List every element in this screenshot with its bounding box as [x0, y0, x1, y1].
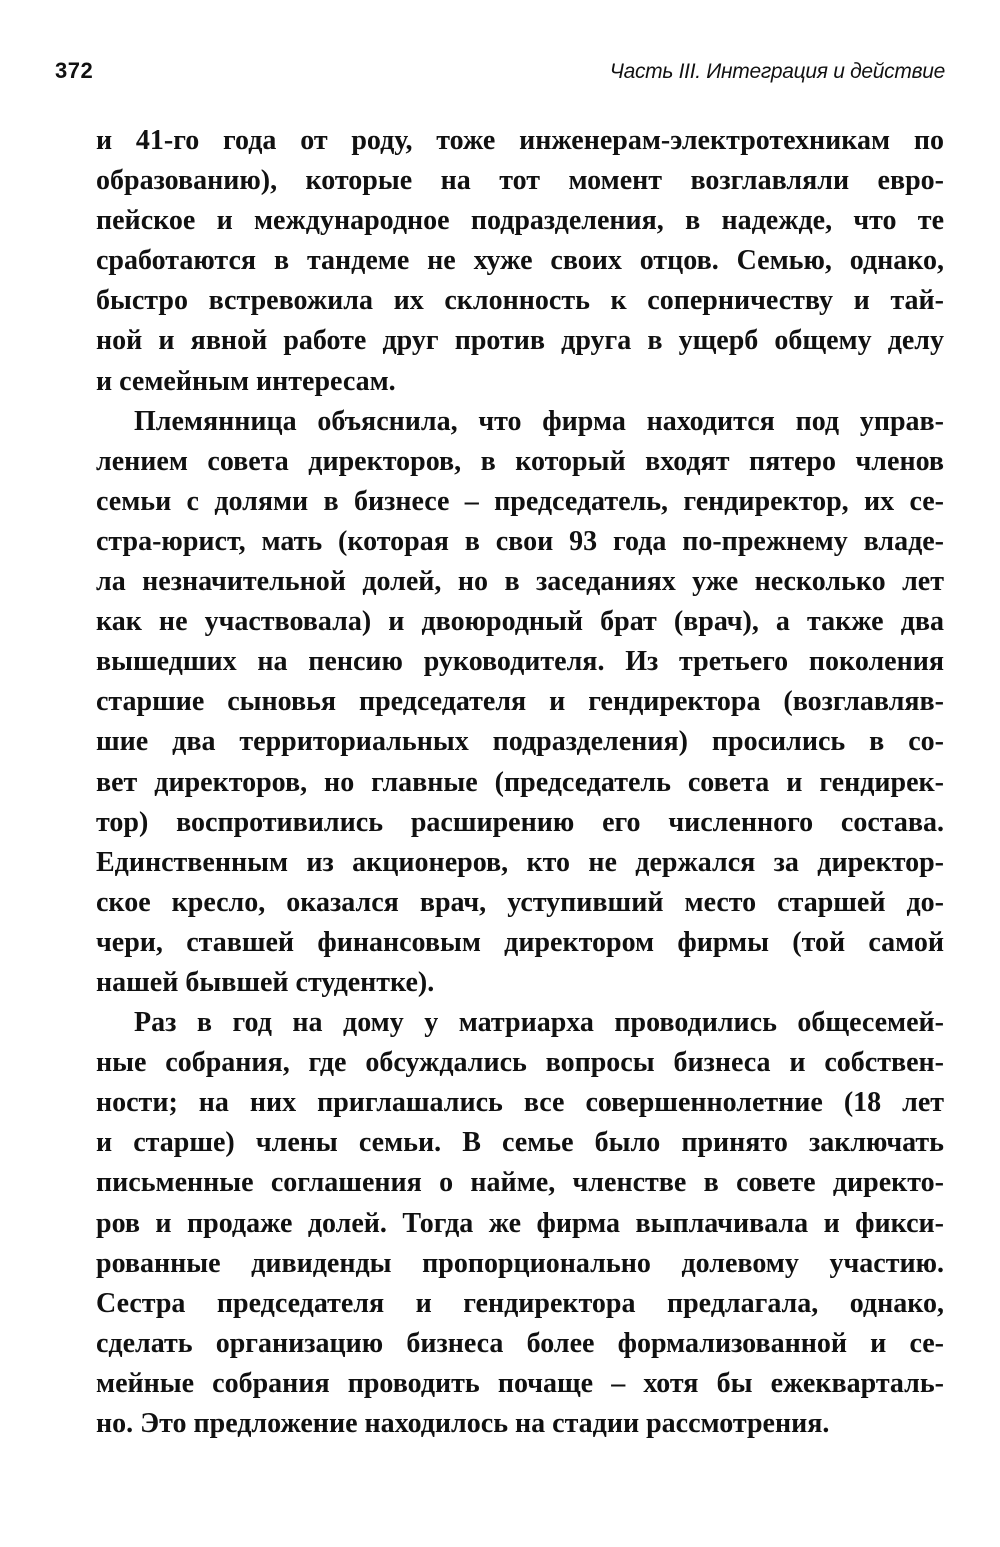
text-line: образованию), которые на тот момент возглавляли евро-	[96, 165, 944, 197]
text-line: ные собрания, где обсуждались вопросы бизнеса и собствен-	[96, 1047, 944, 1079]
text-line: вет директоров, но главные (председатель совета и гендирек-	[96, 766, 944, 798]
text-line: письменные соглашения о найме, членстве в совете директо-	[96, 1167, 944, 1199]
text-line: рованные дивиденды пропорционально долевому участию.	[96, 1247, 944, 1279]
running-head: Часть III. Интеграция и действие	[609, 60, 945, 83]
text-line: Единственным из акционеров, кто не держался за директор-	[96, 846, 944, 878]
text-line: стра-юрист, мать (которая в свои 93 года по-прежнему владе-	[96, 525, 944, 557]
text-line: сработаются в тандеме не хуже своих отцов. Семью, однако,	[96, 245, 944, 277]
text-line: пейское и международное подразделения, в надежде, что те	[96, 205, 944, 237]
text-line: ское кресло, оказался врач, уступивший место старшей до-	[96, 886, 944, 918]
text-line: нашей бывшей студентке).	[96, 966, 435, 998]
text-line: как не участвовала) и двоюродный брат (врач), а также два	[96, 606, 944, 638]
text-line: Раз в год на дому у матриарха проводились общесемей-	[134, 1007, 944, 1039]
body-text	[96, 121, 944, 1444]
text-line: Племянница объяснила, что фирма находится под управ-	[134, 405, 944, 437]
text-line: семьи с долями в бизнесе – председатель, гендиректор, их се-	[96, 485, 944, 517]
text-line: ности; на них приглашались все совершеннолетние (18 лет	[96, 1087, 944, 1119]
text-line: старшие сыновья председателя и гендиректора (возглавляв-	[96, 686, 944, 718]
page-number: 372	[55, 58, 94, 83]
text-line: быстро встревожила их склонность к соперничеству и тай-	[96, 285, 944, 317]
text-line: вышедших на пенсию руководителя. Из третьего поколения	[96, 646, 944, 678]
text-line: Сестра председателя и гендиректора предлагала, однако,	[96, 1287, 944, 1319]
text-line: тор) воспротивились расширению его численного состава.	[96, 806, 944, 838]
text-line: мейные собрания проводить почаще – хотя бы ежекварталь-	[96, 1367, 944, 1399]
text-line: ров и продаже долей. Тогда же фирма выплачивала и фикси-	[96, 1207, 944, 1239]
text-line: и старше) члены семьи. В семье было принято заключать	[96, 1127, 944, 1159]
text-line: чери, ставшей финансовым директором фирмы (той самой	[96, 926, 944, 958]
text-line: ной и явной работе друг против друга в ущерб общему делу	[96, 325, 944, 357]
text-line: лением совета директоров, в который входят пятеро членов	[96, 445, 944, 477]
text-line: ла незначительной долей, но в заседаниях уже несколько лет	[96, 566, 944, 598]
paragraph	[96, 402, 944, 1003]
paragraph	[96, 1003, 944, 1444]
text-line: сделать организацию бизнеса более формализованной и се-	[96, 1327, 944, 1359]
page-header	[55, 58, 945, 90]
paragraph	[96, 121, 944, 402]
text-line: но. Это предложение находилось на стадии рассмотрения.	[96, 1408, 830, 1439]
text-line: шие два территориальных подразделения) просились в со-	[96, 726, 944, 758]
text-line: и семейным интересам.	[96, 365, 396, 397]
text-line: и 41-го года от роду, тоже инженерам-электротехникам по	[96, 125, 944, 156]
